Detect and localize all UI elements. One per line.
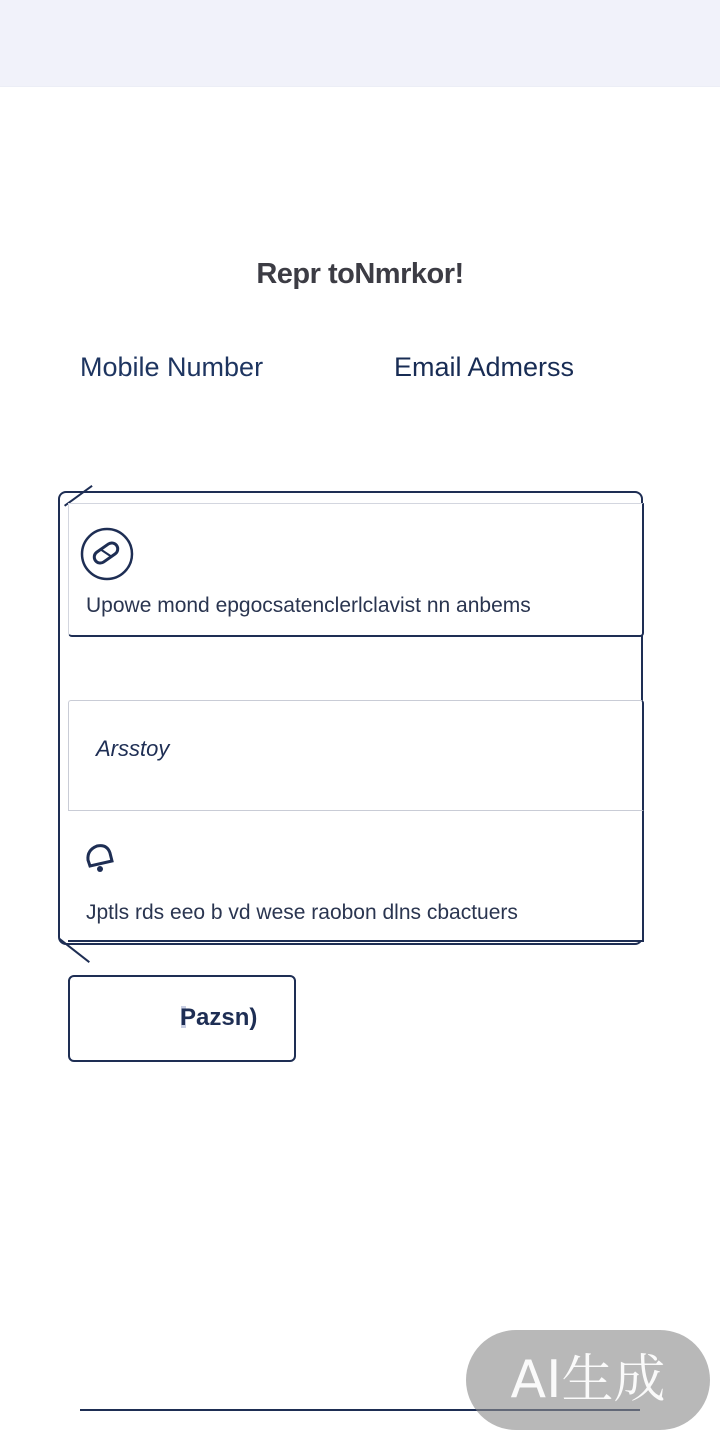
link-badge-icon — [80, 527, 134, 581]
upper-field-text: Upowe mond epgocsatenclerlclavist nn anbems — [86, 594, 531, 617]
phone-bell-icon — [80, 836, 120, 876]
middle-field-text: Arsstoy — [96, 736, 170, 761]
lower-field-text: Jptls rds eeo b vd wese raobon dlns cbactuers — [86, 901, 518, 924]
status-bar — [0, 0, 720, 87]
pass-button-label: Pazsn) — [180, 1004, 258, 1031]
tab-email-address[interactable]: Email Admerss — [394, 352, 575, 382]
ai-watermark: AI生成 — [466, 1330, 710, 1430]
tab-mobile-number[interactable]: Mobile Number — [80, 352, 264, 382]
page-title: Repr toNmrkor! — [256, 258, 464, 290]
